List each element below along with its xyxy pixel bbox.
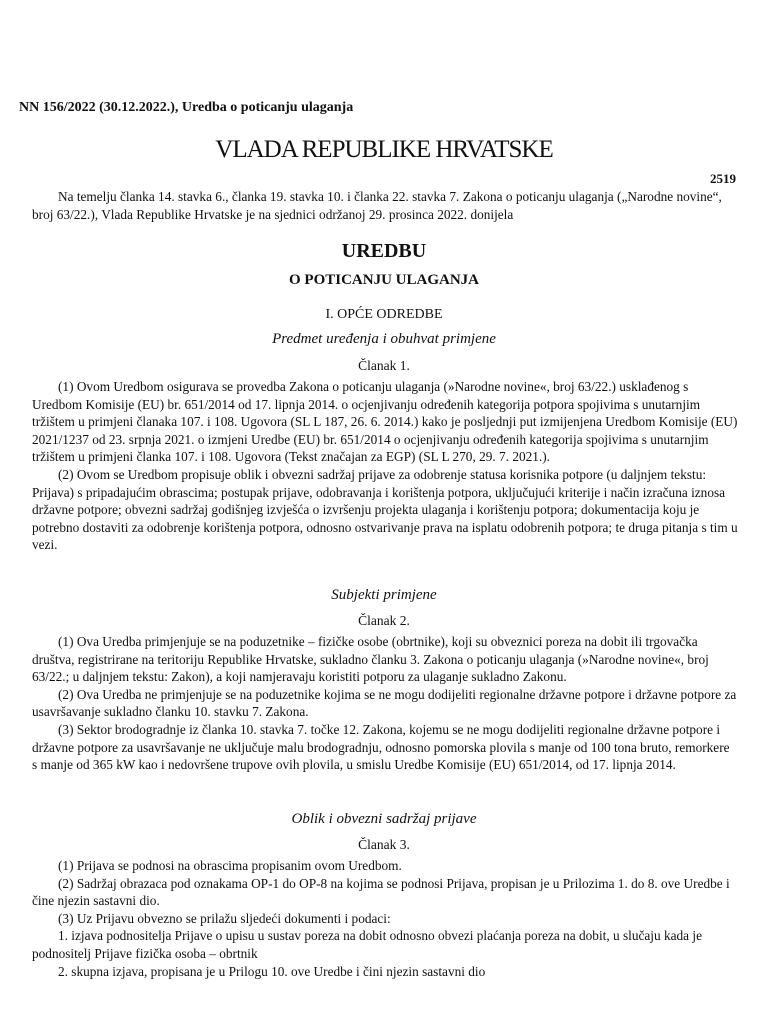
article-2-label: Članak 2. xyxy=(358,613,410,628)
article-2-paragraph-3: (3) Sektor brodogradnje iz članka 10. stavka 7. točke 12. Zakona, kojemu se ne mogu dodijeliti regionalne državne potpore i državne potpore za usavršavanje ne uključuje malu brodogradnju, odnosno pomorska plovila s manje od 100 tona bruto, remorkere s manje od 365 kW kao i nedovršene trupove ovih plovila, u smislu Uredbe Komisije (EU) 651/2014, od 17. lipnja 2014. xyxy=(32,721,730,773)
document-reference: NN 156/2022 (30.12.2022.), Uredba o poticanju ulaganja xyxy=(19,100,354,115)
gazette-number: 2519 xyxy=(710,171,736,186)
article-3-item-1: 1. izjava podnositelja Prijave o upisu u sustav poreza na dobit odnosno obvezi plaćanja poreza na dobit, u slučaju kada je podnositelj Prijave fizička osoba – obrtnik xyxy=(32,928,702,961)
article-2-body xyxy=(32,633,738,774)
decree-subtitle: O POTICANJU ULAGANJA xyxy=(288,272,479,288)
article-3-paragraph-3: (3) Uz Prijavu obvezno se prilažu sljedeći dokumenti i podaci: xyxy=(58,910,391,926)
article-2-paragraph-1: (1) Ova Uredba primjenjuje se na poduzetnike – fizičke osobe (obrtnike), koji su obveznici poreza na dobit ili trgovačka društva, registrirane na teritoriju Republike Hrvatske, sukladno članku 3. Zakona o poticanju ulaganja (»Narodne novine«, broj 63/22.; u daljnjem tekstu: Zakon), a koji namjeravaju koristiti potporu za ulaganje sukladno Zakonu. xyxy=(32,634,709,685)
heading-scope: Predmet uređenja i obuhvat primjene xyxy=(272,331,496,347)
article-3-paragraph-1: (1) Prijava se podnosi na obrascima propisanim ovom Uredbom. xyxy=(58,858,402,873)
preamble: Na temelju članka 14. stavka 6., članka 19. stavka 10. i članka 22. stavka 7. Zakona o poticanju ulaganja („Narodne novine“, broj 63/22.), Vlada Republike Hrvatske je na sjednici održanoj 29. prosinca 2022. donijela xyxy=(32,189,722,222)
article-1-paragraph-2: (2) Ovom se Uredbom propisuje oblik i obvezni sadržaj prijave za odobrenje statusa korisnika potpore (u daljnjem tekstu: Prijava) s pripadajućim obrascima; postupak prijave, odobravanja i korištenja potpora, uključujući kriterije i način izračuna iznosa državne potpore; obvezni sadržaj godišnjeg izvješća o izvršenju projekta ulaganja i korištenju potpora; dokumentacija koju je potrebno dostaviti za odobrenje korištenja potpora, odnosno ostvarivanje prava na isplatu odobrenih potpora; te druga pitanja s tim u vezi. xyxy=(32,466,738,553)
government-title: VLADA REPUBLIKE HRVATSKE xyxy=(215,136,553,163)
article-3-paragraph-2: (2) Sadržaj obrazaca pod oznakama OP-1 do OP-8 na kojima se podnosi Prijava, propisan je u Prilozima 1. do 8. ove Uredbe i čine njezin sastavni dio. xyxy=(32,875,730,909)
section-heading: I. OPĆE ODREDBE xyxy=(325,307,443,322)
heading-subjects: Subjekti primjene xyxy=(331,587,437,603)
article-1-body xyxy=(32,378,738,554)
article-3-body xyxy=(32,857,738,980)
preamble-block xyxy=(32,188,738,223)
article-3-item-2: 2. skupna izjava, propisana je u Prilogu 10. ove Uredbe i čini njezin sastavni dio xyxy=(58,963,486,979)
article-2-paragraph-2: (2) Ova Uredba ne primjenjuje se na poduzetnike kojima se ne mogu dodijeliti regionalne državne potpore i državne potpore za usavršavanje sukladno članku 10. stavku 7. Zakona. xyxy=(32,686,737,720)
article-1-label: Članak 1. xyxy=(358,358,410,373)
article-1-paragraph-1: (1) Ovom Uredbom osigurava se provedba Zakona o poticanju ulaganja (»Narodne novine«, broj 63/22.) usklađenog s Uredbom Komisije (EU) br. 651/2014 od 17. lipnja 2014. o ocjenjivanju određenih kategorija potpora spojivima s unutarnjim tržištem u primjeni članaka 107. i 108. Ugovora (SL L 187, 26. 6. 2014.) kako je posljednji put izmijenjena Uredbom Komisije (EU) 2021/1237 od 23. srpnja 2021. o izmjeni Uredbe (EU) br. 651/2014 o ocjenjivanju određenih kategorija spojivima s unutarnjim tržištem u primjeni članka 107. i 108. Ugovora (Tekst značajan za EGP) (SL L 270, 29. 7. 2021.). xyxy=(32,379,738,465)
article-3-label: Članak 3. xyxy=(358,837,410,852)
heading-application-form: Oblik i obvezni sadržaj prijave xyxy=(291,811,477,827)
decree-title: UREDBU xyxy=(341,240,427,262)
